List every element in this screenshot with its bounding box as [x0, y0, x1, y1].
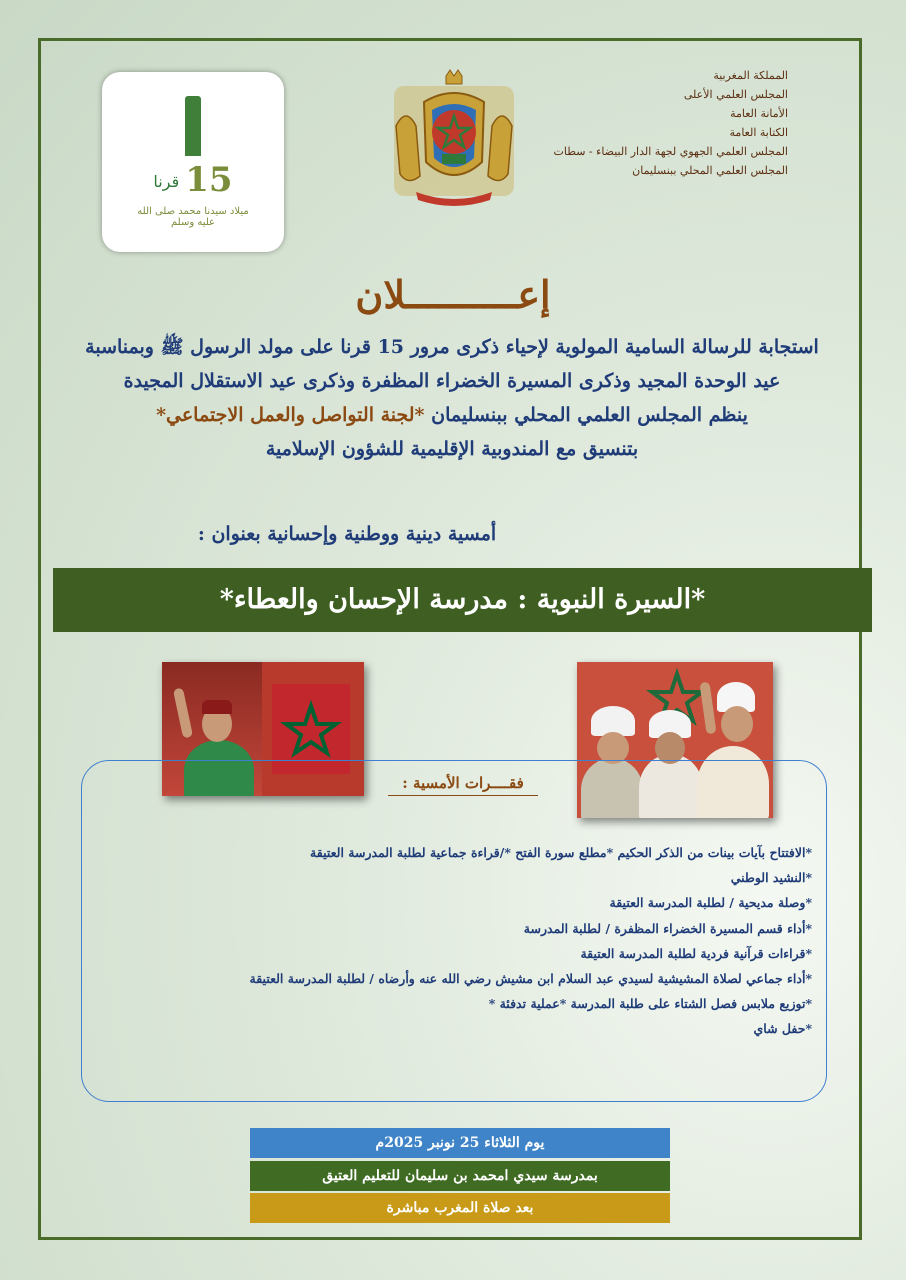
event-place: بمدرسة سيدي امحمد بن سليمان للتعليم العتيق	[250, 1161, 670, 1191]
coat-of-arms-icon	[386, 66, 522, 212]
header-line: المملكة المغربية	[713, 69, 788, 82]
event-time: بعد صلاة المغرب مباشرة	[250, 1193, 670, 1223]
minaret-icon	[185, 96, 201, 156]
logo-caption: ميلاد سيدنا محمد صلى الله عليه وسلم	[137, 206, 249, 228]
logo-label: قرنا	[153, 171, 180, 191]
program-item: *أداء جماعي لصلاة المشيشية لسيدي عبد السلام ابن مشيش رضي الله عنه وأرضاه / لطلبة المدرسة العتيقة	[249, 971, 812, 987]
program-item: *حفل شاي	[753, 1021, 812, 1037]
intro-line: استجابة للرسالة السامية المولوية لإحياء ذكرى مرور 15 قرنا على مولد الرسول ﷺ وبمناسبة	[85, 336, 819, 358]
program-item: *توزيع ملابس فصل الشتاء على طلبة المدرسة *عملية تدفئة *	[488, 996, 812, 1012]
institution-header	[528, 66, 788, 180]
program-title: فقــــرات الأمسية :	[388, 774, 538, 796]
intro-organizer: ينظم المجلس العلمي المحلي ببنسليمان	[431, 404, 748, 426]
header-line: الأمانة العامة	[730, 107, 788, 120]
event-date: يوم الثلاثاء 25 نونبر 2025م	[250, 1128, 670, 1158]
program-item: *وصلة مديحية / لطلبة المدرسة العتيقة	[609, 895, 812, 911]
announcement-intro	[52, 330, 852, 466]
program-item: *النشيد الوطني	[730, 870, 812, 886]
intro-line: بتنسيق مع المندوبية الإقليمية للشؤون الإسلامية	[265, 438, 639, 460]
program-item: *قراءات قرآنية فردية لطلبة المدرسة العتيقة	[580, 945, 812, 961]
program-list	[112, 840, 812, 1042]
anniversary-logo	[102, 72, 284, 252]
program-item: *أداء قسم المسيرة الخضراء المظفرة / لطلبة المدرسة	[523, 920, 812, 936]
header-line: المجلس العلمي المحلي ببنسليمان	[632, 164, 788, 177]
announcement-title: إعــــــــــلان	[355, 272, 551, 317]
logo-number: 15	[185, 160, 233, 200]
header-line: المجلس العلمي الجهوي لجهة الدار البيضاء - سطات	[553, 145, 788, 158]
intro-line	[52, 398, 852, 432]
intro-committee: *لجنة التواصل والعمل الاجتماعي*	[156, 404, 425, 426]
evening-subtitle: أمسية دينية ووطنية وإحسانية بعنوان :	[197, 523, 497, 545]
theme-banner: *السيرة النبوية : مدرسة الإحسان والعطاء*	[53, 568, 872, 632]
program-item: *الافتتاح بآيات بينات من الذكر الحكيم *مطلع سورة الفتح */قراءة جماعية لطلبة المدرسة العتيقة	[310, 845, 812, 860]
header-line: المجلس العلمي الأعلى	[683, 88, 788, 101]
header-line: الكتابة العامة	[729, 126, 788, 139]
intro-line: عيد الوحدة المجيد وذكرى المسيرة الخضراء المظفرة وذكرى عيد الاستقلال المجيدة	[123, 370, 781, 392]
